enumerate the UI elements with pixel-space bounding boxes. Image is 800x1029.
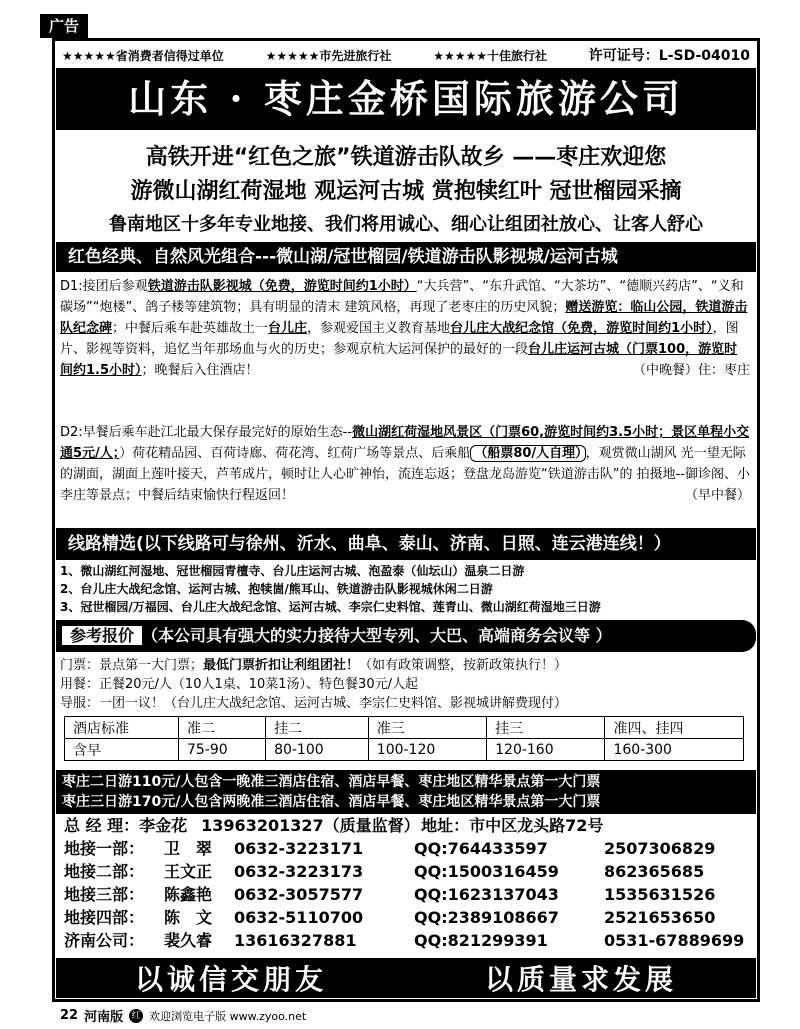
- package-offers: [56, 770, 756, 814]
- highlight: 微山湖红荷湿地风景区（门票60,游览时间约3.5小时；景区单程小交通5元/人；: [60, 425, 750, 461]
- boat-ticket: （船票80/人自理）: [470, 445, 585, 462]
- motto-bar: [56, 958, 756, 998]
- contact-qq: QQ:821299391: [414, 931, 548, 950]
- meal-note: （早中餐）: [684, 488, 750, 503]
- tickets-line: [60, 656, 750, 675]
- slogan-2: 游微山湖红荷湿地 观运河古城 赏抱犊红叶 冠世榴园采摘: [130, 179, 682, 204]
- contact-alt: 0531-67889699: [604, 931, 745, 950]
- page-footer: [60, 1006, 306, 1025]
- section-red-classic: 红色经典、自然风光组合---微山湖/冠世榴园/铁道游击队影视城/运河古城: [56, 242, 756, 272]
- contact-name: 陈 文: [164, 908, 213, 927]
- header-cell: 准二: [178, 717, 265, 739]
- contact-row: [64, 860, 754, 883]
- contact-name: 卫 翠: [164, 839, 213, 858]
- price-cell: 160-300: [605, 739, 744, 761]
- cert-3: ★★★★★十佳旅行社: [433, 48, 547, 63]
- section-price-reference: [56, 620, 756, 652]
- tickets-note: （如有政策调整，按新政策执行！）: [359, 658, 568, 673]
- price-cell: 120-160: [487, 739, 605, 761]
- itinerary-day-2: [60, 422, 750, 506]
- contact-role: 地接二部：: [64, 862, 145, 881]
- contact-role: 地接四部：: [64, 908, 145, 927]
- publisher-logo-icon: 红: [129, 1009, 143, 1023]
- contact-qq: QQ:1623137043: [414, 885, 559, 904]
- motto-left: 以诚信交朋友: [134, 963, 327, 996]
- contact-phone: 0632-3223171: [234, 839, 364, 858]
- header-cell: 准四、挂四: [605, 717, 744, 739]
- contact-name: 王文正: [164, 862, 213, 881]
- manager-role: 总 经 理：: [64, 816, 140, 835]
- contact-role: 济南公司：: [64, 931, 145, 950]
- contact-phone: 13616327881: [234, 931, 357, 950]
- contact-qq: QQ:2389108667: [414, 908, 559, 927]
- contact-alt: 2507306829: [604, 839, 716, 858]
- package-3day: 枣庄三日游170元/人包含两晚准三酒店住宿、酒店早餐、枣庄地区精华景点第一大门票: [62, 794, 601, 810]
- cert-1: ★★★★★省消费者信得过单位: [62, 48, 224, 63]
- contact-role: 地接一部：: [64, 839, 145, 858]
- day-label: D2:: [60, 425, 83, 440]
- tickets-label: 门票：景点第一大门票；: [60, 658, 204, 673]
- route-item: 1、微山湖红河湿地、冠世榴园青檀寺、台儿庄运河古城、泡盈泰（仙坛山）温泉二日游: [60, 564, 525, 578]
- price-section-text: （本公司具有强大的实力接待大型专列、大巴、高端商务会议等 ）: [142, 626, 612, 645]
- section-route-picks: 线路精选(以下线路可与徐州、沂水、曲阜、泰山、济南、日照、连云港连线！）: [56, 528, 756, 560]
- text: ，图片、影视等资料，追忆当年那场血与火的历史；参观京杭大运河保护的最好的一段: [60, 321, 739, 357]
- contact-row: [64, 837, 754, 860]
- text: ；中餐后乘车赴英雄故土一: [112, 321, 269, 336]
- contact-qq: QQ:764433597: [414, 839, 548, 858]
- highlight: 台儿庄: [268, 321, 308, 336]
- price-cell: 75-90: [178, 739, 265, 761]
- itinerary-day-1: [60, 276, 750, 381]
- text: 早餐后乘车赴江北最大保存最完好的原始生态--: [82, 425, 353, 440]
- contact-phone: 0632-3057577: [234, 885, 364, 904]
- company-address: 地址：市中区龙头路72号: [421, 816, 604, 835]
- slogan-3: 鲁南地区十多年专业地接、我们将用诚心、细心让组团社放心、让客人舒心: [109, 214, 703, 235]
- route-item: 2、台儿庄大战纪念馆、运河古城、抱犊崮/熊耳山、铁道游击队影视城休闲二日游: [60, 582, 493, 596]
- route-list: [60, 562, 750, 616]
- price-row: [65, 739, 744, 761]
- highlight: 铁道游击队影视城（免费，游览时间约1小时）: [147, 279, 417, 294]
- slogan-1: 高铁开进“红色之旅”铁道游击队故乡 ——枣庄欢迎您: [145, 145, 667, 170]
- service-info: [60, 656, 750, 713]
- package-2day: 枣庄二日游110元/人包含一晚准三酒店住宿、酒店早餐、枣庄地区精华景点第一大门票: [62, 774, 601, 790]
- guide-line: 导服：一团一议！（台儿庄大战纪念馆、运河古城、李宗仁史料馆、影视城讲解费现付）: [60, 696, 568, 711]
- highlight: 台儿庄大战纪念馆（免费，游览时间约1小时）: [450, 321, 713, 336]
- motto-right: 以质量求发展: [484, 963, 677, 996]
- text: “大兵营”、“东升武馆、“大茶坊”、“德顺兴药店”、“义和碳场”“炮楼”、鸽子楼等建筑物；具有明显的清末 建筑风格，再现了老枣庄的历史风貌；: [60, 279, 744, 315]
- price-tag: 参考报价: [62, 626, 142, 645]
- day-label: D1:: [60, 279, 83, 294]
- contact-role: 地接三部：: [64, 885, 145, 904]
- text: ）荷花精品园、百荷诗廊、荷花湾、红荷广场等景点、后乘船: [119, 446, 471, 461]
- route-item: 3、冠世榴园/万福园、台儿庄大战纪念馆、运河古城、李宗仁史料馆、莲青山、微山湖红荷湿地三日游: [60, 600, 601, 614]
- price-cell: 100-120: [368, 739, 486, 761]
- highlight: 台儿庄运河古城（门票100，游览时间约1.5小时）: [60, 342, 738, 378]
- contact-name: 裴久睿: [164, 931, 213, 950]
- price-cell: 80-100: [266, 739, 369, 761]
- price-cell: 含早: [65, 739, 179, 761]
- header-cell: 挂三: [487, 717, 605, 739]
- contact-list: [64, 814, 754, 952]
- cert-row: [56, 44, 756, 66]
- contact-alt: 1535631526: [604, 885, 716, 904]
- header-cell: 酒店标准: [65, 717, 179, 739]
- text: 接团后参观: [82, 279, 148, 294]
- text: ，参观爱国主义教育基地: [307, 321, 451, 336]
- edition-label: 河南版: [84, 1010, 124, 1025]
- price-table: [64, 716, 744, 761]
- header-cell: 准三: [368, 717, 486, 739]
- meal-note: （中晚餐）住：枣庄: [632, 363, 750, 378]
- contact-phone: 0632-3223173: [234, 862, 364, 881]
- cert-2: ★★★★★市先进旅行社: [265, 48, 392, 63]
- price-header-row: [65, 717, 744, 739]
- manager-phone: 13963201327（质量监督）: [201, 816, 420, 835]
- contact-qq: QQ:1500316459: [414, 862, 559, 881]
- highlight: 赠送游览：临山公园，铁道游击队纪念碑: [60, 300, 748, 336]
- contact-phone: 0632-5110700: [234, 908, 364, 927]
- page-number: 22: [60, 1008, 79, 1023]
- contact-alt: 862365685: [604, 862, 705, 881]
- header-cell: 挂二: [266, 717, 369, 739]
- contact-row: [64, 883, 754, 906]
- manager-row: [64, 814, 754, 837]
- tickets-discount: 最低门票折扣让利组团社！: [203, 658, 360, 673]
- contact-row: [64, 906, 754, 929]
- meals-line: 用餐：正餐20元/人（10人1桌、10菜1汤）、特色餐30元/人起: [60, 677, 418, 692]
- contact-name: 陈鑫艳: [164, 885, 213, 904]
- text: ，观赏微山湖风 光一望无际的湖面，湖面上莲叶接天，芦苇成片，顿时让人心旷神怡，流连忘返；登盘龙岛游览“铁道游击队”的 拍摄地--御诊阁、小李庄等景点；中餐后结束愉快行程返回！: [60, 446, 750, 503]
- company-title: 山东 · 枣庄金桥国际旅游公司: [56, 68, 756, 130]
- site-link[interactable]: 欢迎浏览电子版 www.zyoo.net: [149, 1009, 307, 1023]
- ad-label: 广告: [40, 14, 88, 38]
- license-number: 许可证号：L-SD-04010: [588, 48, 750, 64]
- text: ；晚餐后入住酒店！: [141, 363, 259, 378]
- contact-row: [64, 929, 754, 952]
- manager-name: 李金花: [139, 816, 188, 835]
- contact-alt: 2521653650: [604, 908, 716, 927]
